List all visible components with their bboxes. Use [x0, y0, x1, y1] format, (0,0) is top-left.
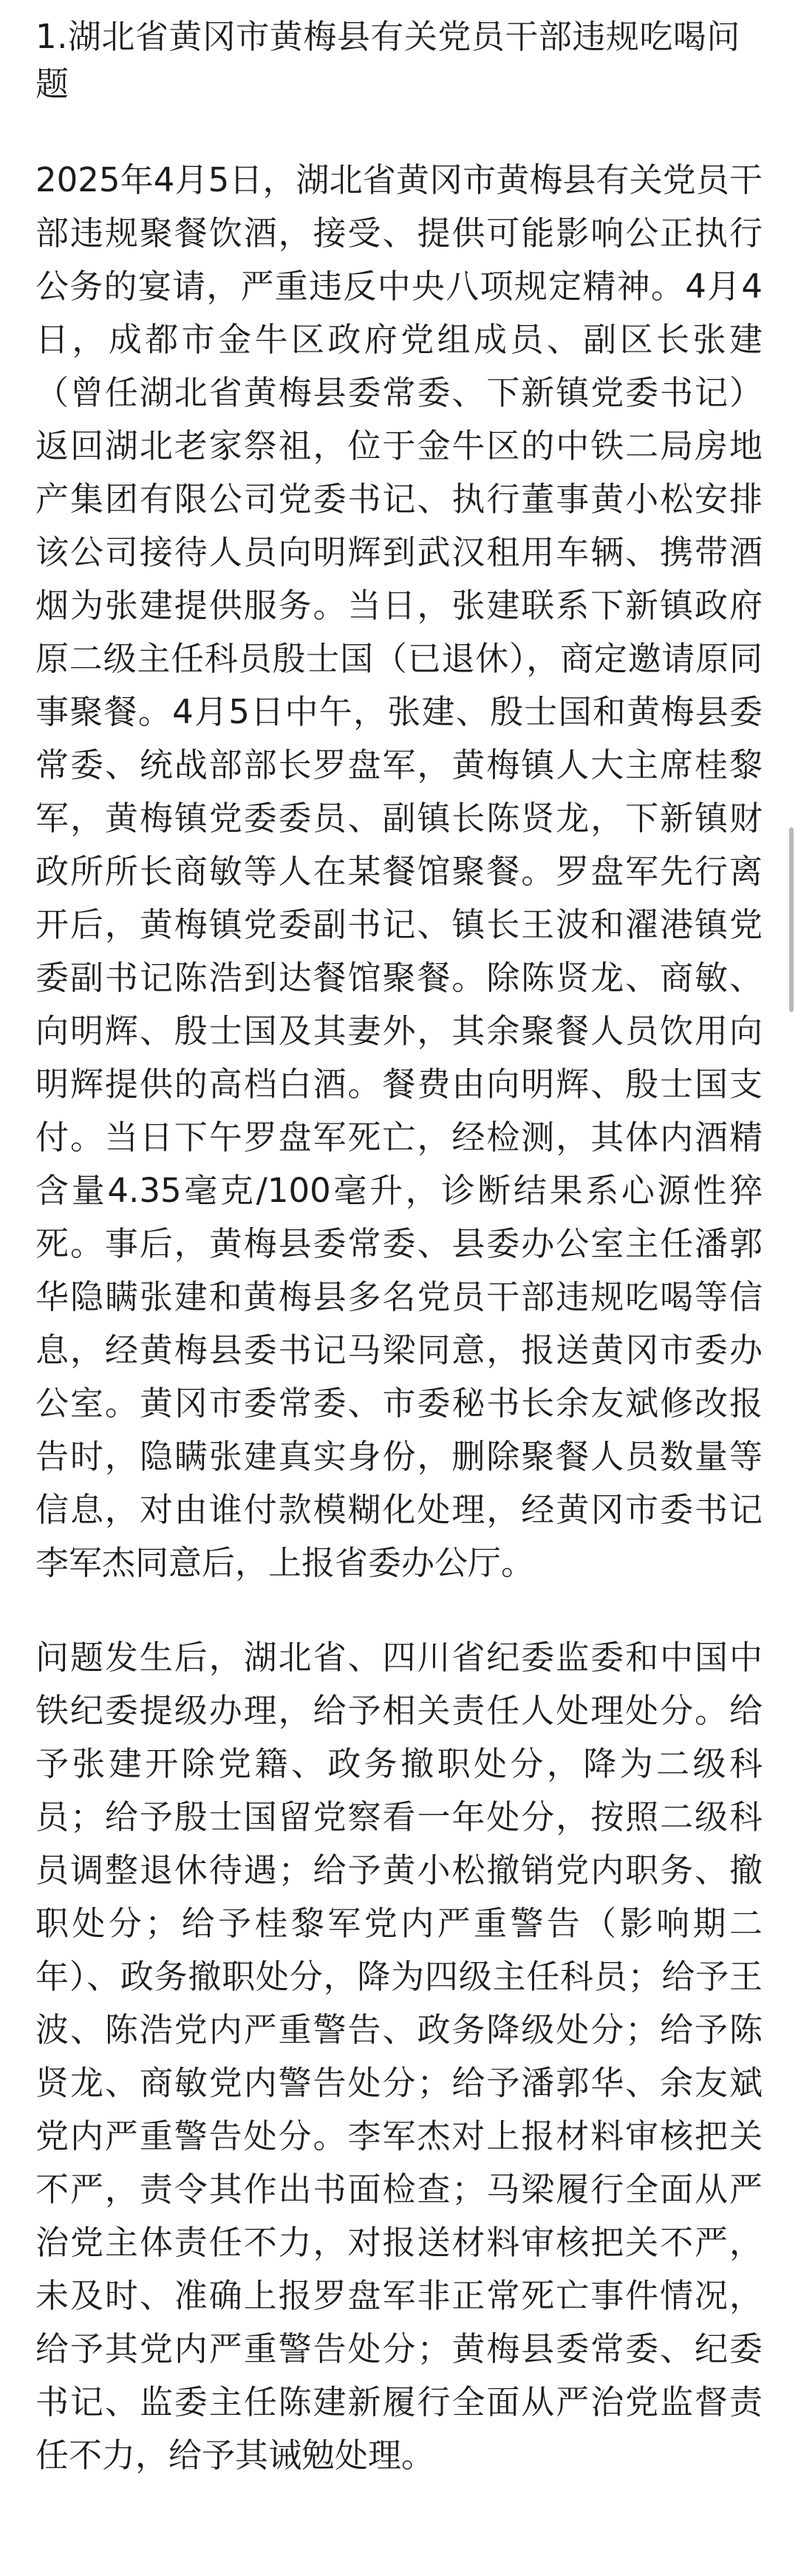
article-title: 1.湖北省黄冈市黄梅县有关党员干部违规吃喝问题: [35, 17, 740, 103]
scrollbar-thumb[interactable]: [789, 827, 794, 1012]
article-paragraph-1: 2025年4月5日，湖北省黄冈市黄梅县有关党员干部违规聚餐饮酒，接受、提供可能影响公正执行公务的宴请，严重违反中央八项规定精神。4月4日，成都市金牛区政府党组成员、副区长张建（曾任湖北省黄梅县委常委、下新镇党委书记）返回湖北老家祭祖，位于金牛区的中铁二局房地产集团有限公司党委书记、执行董事黄小松安排该公司接待人员向明辉到武汉租用车辆、携带酒烟为张建提供服务。当日，张建联系下新镇政府原二级主任科员殷士国（已退休），商定邀请原同事聚餐。4月5日中午，张建、殷士国和黄梅县委常委、统战部部长罗盘军，黄梅镇人大主席桂黎军，黄梅镇党委委员、副镇长陈贤龙，下新镇财政所所长商敏等人在某餐馆聚餐。罗盘军先行离开后，黄梅镇党委副书记、镇长王波和濯港镇党委副书记陈浩到达餐馆聚餐。除陈贤龙、商敏、向明辉、殷士国及其妻外，其余聚餐人员饮用向明辉提供的高档白酒。餐费由向明辉、殷士国支付。当日下午罗盘军死亡，经检测，其体内酒精含量4.35毫克/100毫升，诊断结果系心源性猝死。事后，黄梅县委常委、县委办公室主任潘郭华隐瞒张建和黄梅县多名党员干部违规吃喝等信息，经黄梅县委书记马梁同意，报送黄冈市委办公室。黄冈市委常委、市委秘书长余友斌修改报告时，隐瞒张建真实身份，删除聚餐人员数量等信息，对由谁付款模糊化处理，经黄冈市委书记李军杰同意后，上报省委办公厅。: [35, 160, 763, 1582]
vertical-scrollbar[interactable]: [789, 827, 794, 1012]
article-paragraph-2: 问题发生后，湖北省、四川省纪委监委和中国中铁纪委提级办理，给予相关责任人处理处分。给予张建开除党籍、政务撤职处分，降为二级科员；给予殷士国留党察看一年处分，按照二级科员调整退休待遇；给予黄小松撤销党内职务、撤职处分；给予桂黎军党内严重警告（影响期二年）、政务撤职处分，降为四级主任科员；给予王波、陈浩党内严重警告、政务降级处分；给予陈贤龙、商敏党内警告处分；给予潘郭华、余友斌党内严重警告处分。李军杰对上报材料审核把关不严，责令其作出书面检查；马梁履行全面从严治党主体责任不力，对报送材料审核把关不严，未及时、准确上报罗盘军非正常死亡事件情况，给予其党内严重警告处分；黄梅县委常委、纪委书记、监委主任陈建新履行全面从严治党监督责任不力，给予其诫勉处理。: [35, 1638, 763, 2475]
